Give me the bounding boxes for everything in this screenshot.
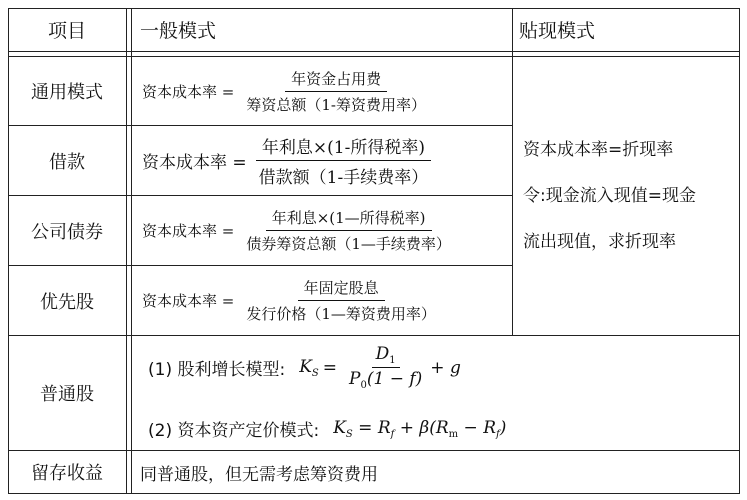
common-stock-formulas <box>132 336 739 450</box>
formula-preferred-stock <box>132 266 512 335</box>
discount-line-1: 资本成本率=折现率 <box>523 140 674 160</box>
fraction <box>345 344 426 391</box>
row-label-general: 通用模式 <box>31 82 103 103</box>
discount-line-2: 令:现金流入现值=现金 <box>523 186 696 206</box>
row-label-common-stock: 普通股 <box>40 384 94 405</box>
dividend-growth-model <box>148 344 461 391</box>
retained-earnings-text: 同普通股，但无需考虑筹资费用 <box>140 464 378 485</box>
table-border-bottom <box>8 493 740 494</box>
formula-loan <box>132 126 512 195</box>
capm-model <box>148 416 506 441</box>
equals-sign: = <box>322 357 338 378</box>
fraction-denominator: 借款额（1-手续费率） <box>258 168 429 188</box>
col-divider <box>126 8 127 494</box>
header-item: 项目 <box>47 20 86 42</box>
formula-bond <box>132 196 512 265</box>
header-general-mode: 一般模式 <box>140 20 217 42</box>
row-label-loan: 借款 <box>49 151 85 173</box>
row-divider <box>8 51 740 52</box>
fraction-denominator: $P_0(1 - f)$ <box>349 369 423 391</box>
header-discount-mode: 贴现模式 <box>519 20 596 42</box>
row-label-preferred-stock: 优先股 <box>40 291 94 313</box>
formula-general <box>132 57 512 125</box>
ks-symbol: $K_S$ <box>299 356 319 379</box>
fraction-numerator: 年利息×(1-所得税率) <box>256 133 431 161</box>
fraction <box>240 277 442 324</box>
fraction-numerator: $D_1$ <box>372 344 400 368</box>
fraction-denominator: 筹资总额（1-筹资费用率） <box>246 95 426 114</box>
formula-prefix: 资本成本率 = <box>142 222 235 240</box>
capm-formula: $K_S = R_f + \beta(R_m - R_f)$ <box>333 417 507 440</box>
formula-prefix: 资本成本率 = <box>142 153 247 173</box>
fraction <box>253 133 435 188</box>
capital-cost-table <box>8 8 740 494</box>
model-2-label: (2) 资本资产定价模式: <box>148 421 320 441</box>
fraction-numerator: 年固定股息 <box>298 277 385 301</box>
fraction <box>240 68 432 115</box>
fraction <box>240 207 457 254</box>
fraction-denominator: 发行价格（1—筹资费用率） <box>246 305 436 323</box>
table-border-right <box>739 8 740 494</box>
fraction-denominator: 债券筹资总额（1—手续费率） <box>246 235 451 253</box>
row-label-bond: 公司债券 <box>31 221 103 243</box>
discount-mode-cell <box>513 57 739 335</box>
fraction-numerator: 年资金占用费 <box>285 68 387 92</box>
discount-line-3: 流出现值，求折现率 <box>523 232 676 252</box>
fraction-numerator: 年利息×(1—所得税率) <box>266 207 432 231</box>
model-1-label: (1) 股利增长模型: <box>148 360 286 380</box>
row-label-retained-earnings: 留存收益 <box>31 463 103 484</box>
growth-term: + g <box>430 357 461 378</box>
formula-prefix: 资本成本率 = <box>142 82 235 101</box>
formula-prefix: 资本成本率 = <box>142 292 235 310</box>
